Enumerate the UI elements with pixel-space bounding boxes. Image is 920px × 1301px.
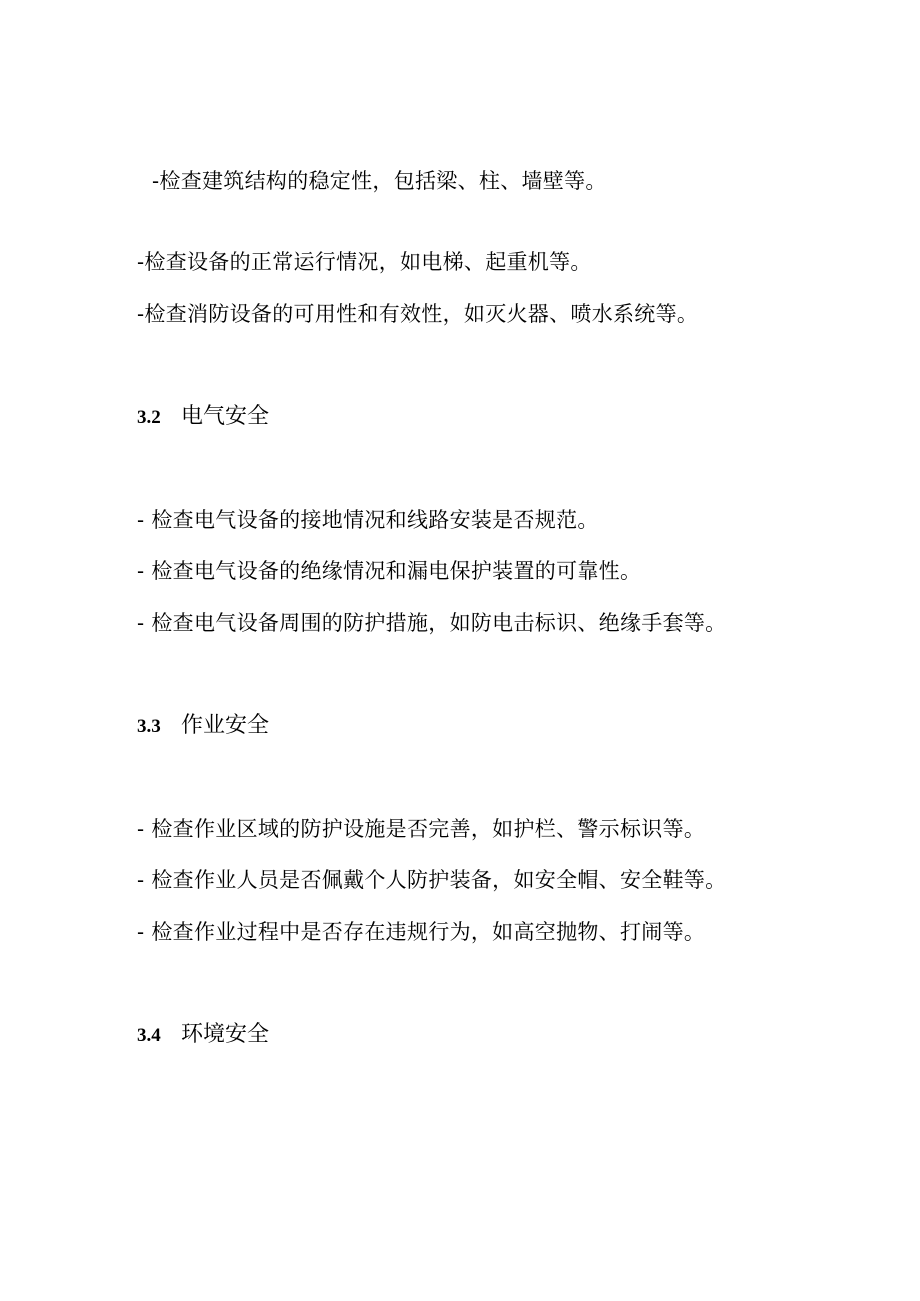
section-title: 环境安全 [181, 1022, 270, 1047]
list-item: - 检查作业过程中是否存在违规行为，如高空抛物、打闹等。 [137, 920, 706, 944]
section-number: 3.2 [137, 407, 161, 428]
list-item: -检查设备的正常运行情况，如电梯、起重机等。 [137, 250, 592, 274]
section-heading-3-4 [137, 1020, 269, 1051]
list-item: - 检查电气设备周围的防护措施，如防电击标识、绝缘手套等。 [137, 611, 727, 635]
list-item: - 检查电气设备的接地情况和线路安装是否规范。 [137, 508, 599, 532]
section-heading-3-3 [137, 711, 269, 742]
section-heading-3-2 [137, 402, 269, 433]
list-item: - 检查电气设备的绝缘情况和漏电保护装置的可靠性。 [137, 559, 642, 583]
section-title: 作业安全 [181, 713, 270, 738]
list-item: - 检查作业区域的防护设施是否完善，如护栏、警示标识等。 [137, 817, 706, 841]
section-number: 3.3 [137, 716, 161, 737]
list-item: - 检查作业人员是否佩戴个人防护装备，如安全帽、安全鞋等。 [137, 868, 727, 892]
section-number: 3.4 [137, 1025, 161, 1046]
list-item: -检查建筑结构的稳定性，包括梁、柱、墙壁等。 [152, 169, 607, 193]
list-item: -检查消防设备的可用性和有效性，如灭火器、喷水系统等。 [137, 302, 699, 326]
section-title: 电气安全 [181, 404, 270, 429]
